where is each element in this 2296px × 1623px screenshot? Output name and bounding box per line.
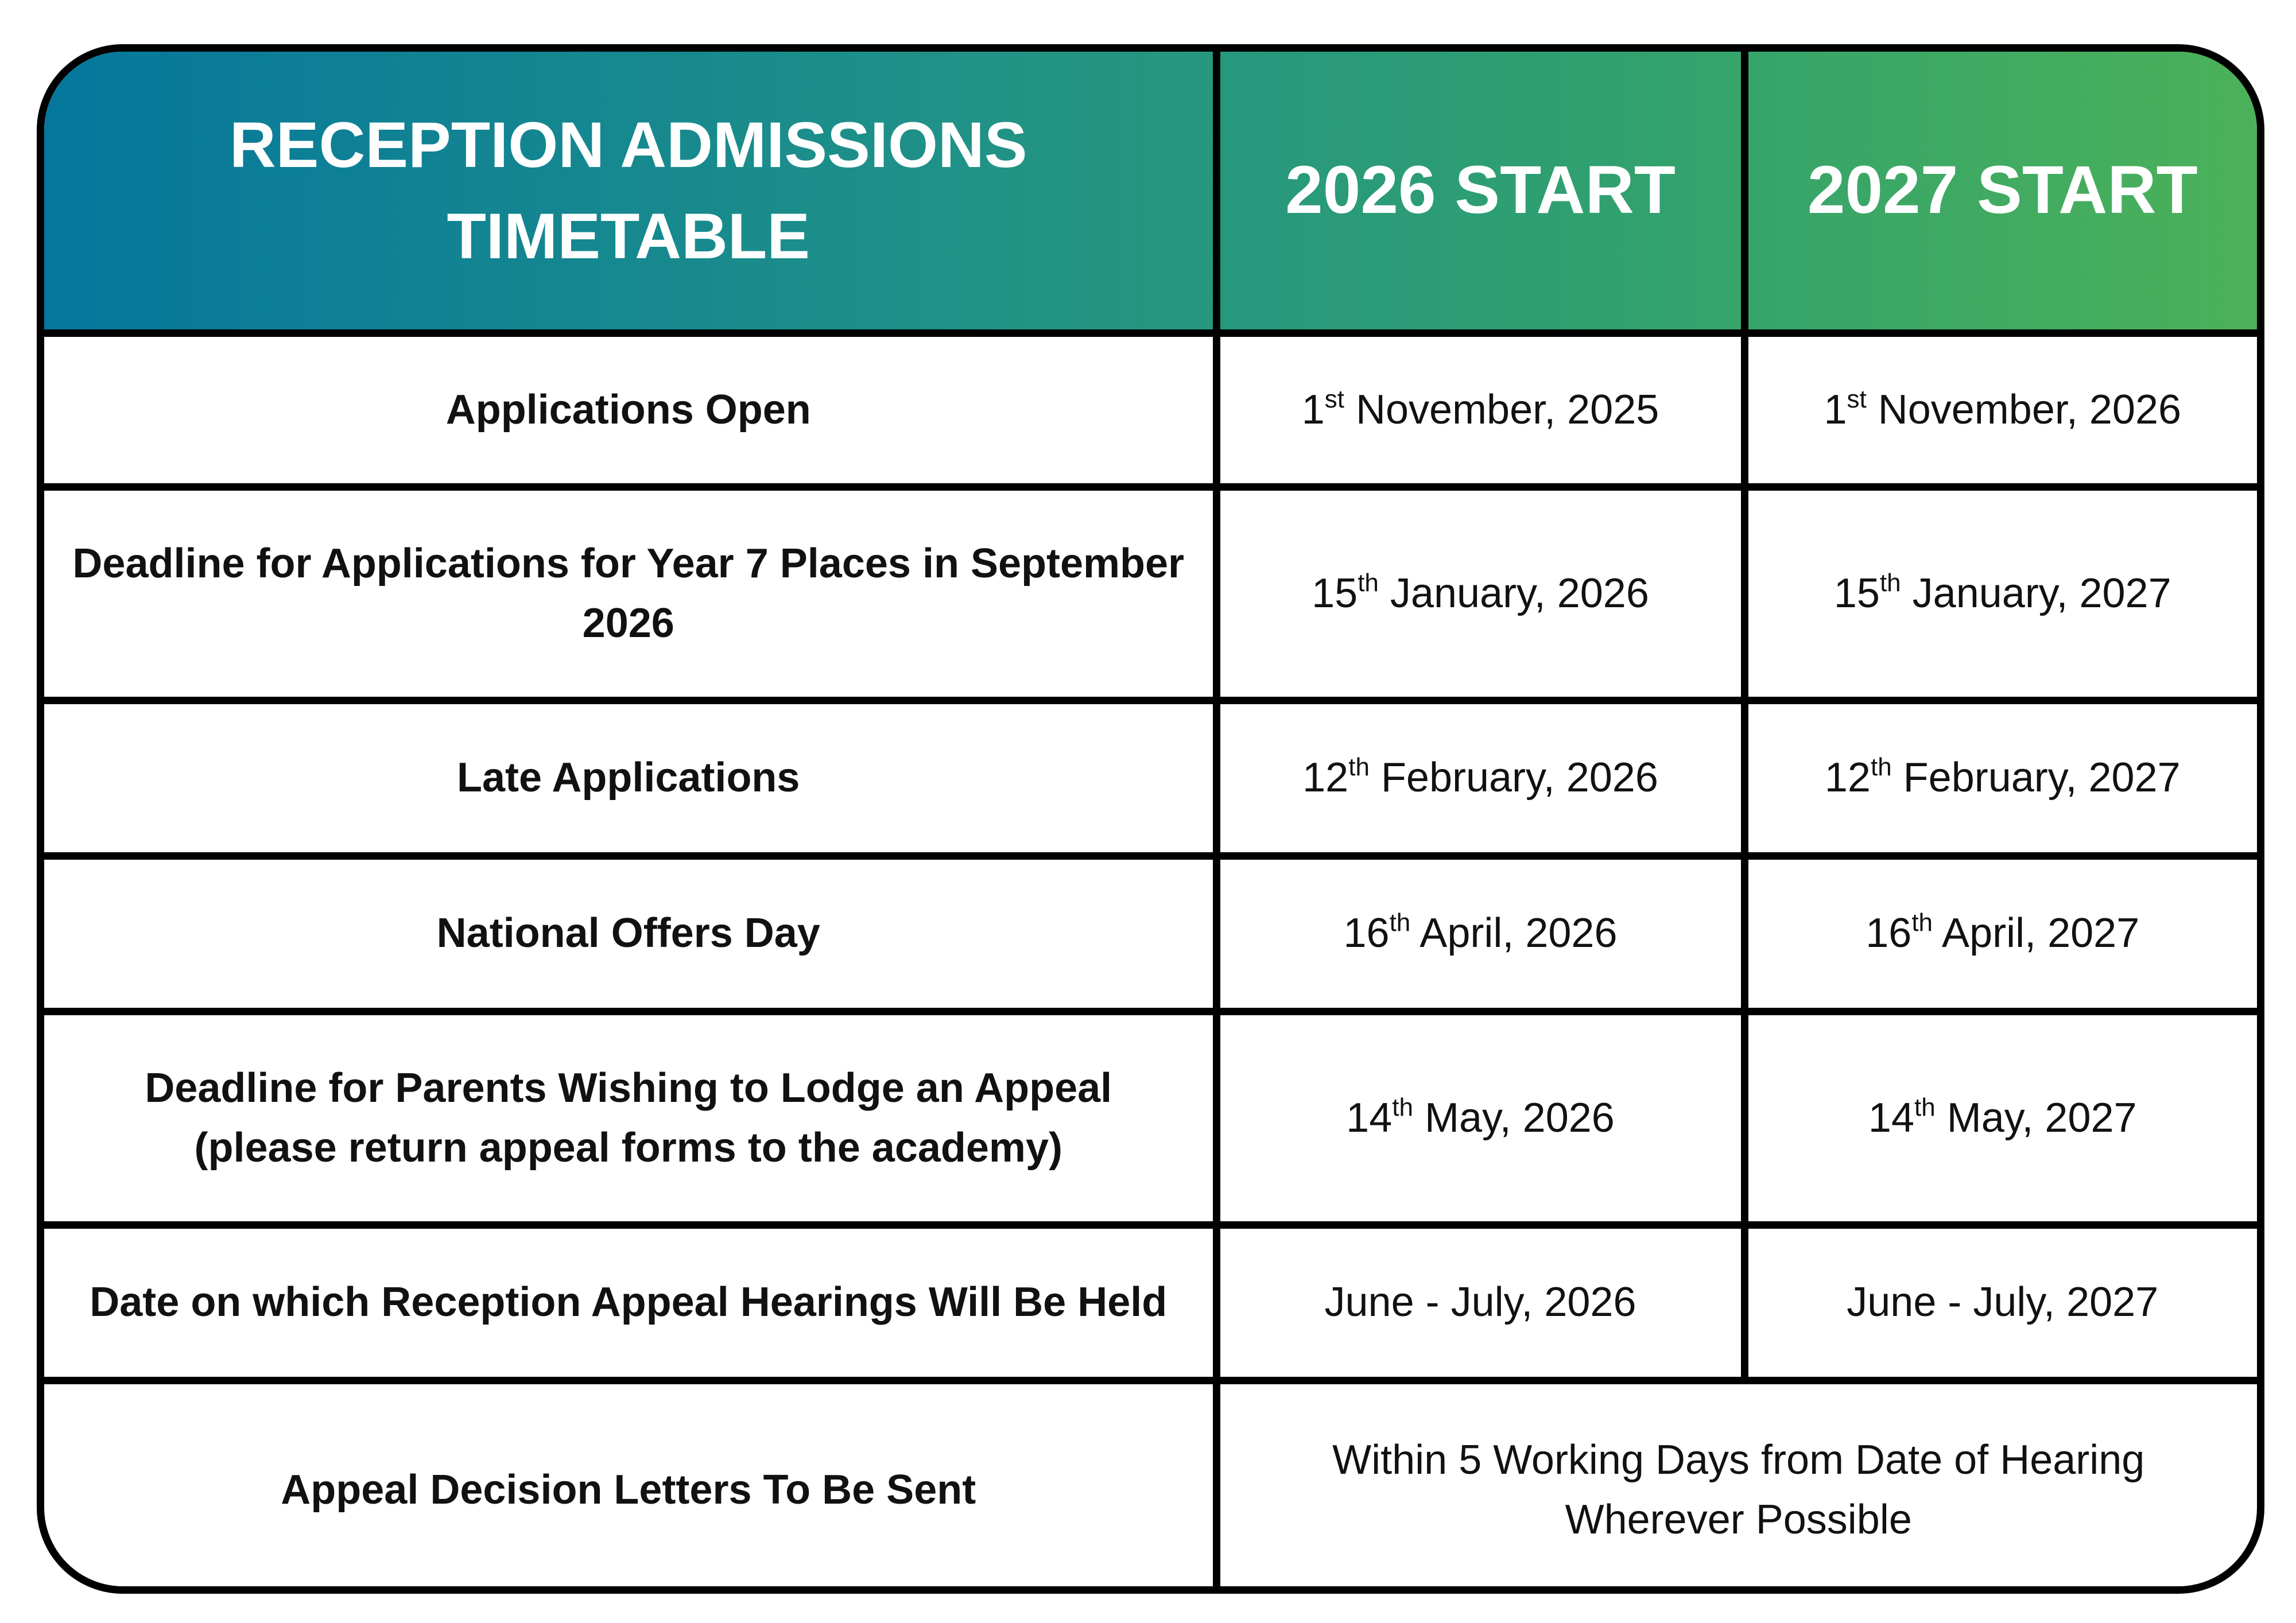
date-2026: 15th January, 2026	[1216, 487, 1744, 700]
date-2027: 12th February, 2027	[1744, 700, 2257, 856]
date-2027: 1st November, 2026	[1744, 333, 2257, 487]
date-2026: 1st November, 2025	[1216, 333, 1744, 487]
table-row	[44, 333, 2257, 487]
table-row	[44, 1225, 2257, 1380]
table-title-line1: RECEPTION ADMISSIONS	[229, 108, 1027, 181]
row-label: Date on which Reception Appeal Hearings Will Be Held	[44, 1225, 1216, 1380]
merged-value: Within 5 Working Days from Date of Hearing Wherever Possible	[1216, 1380, 2257, 1594]
date-2026: June - July, 2026	[1216, 1225, 1744, 1380]
date-2027: June - July, 2027	[1744, 1225, 2257, 1380]
table-title	[44, 52, 1216, 333]
timetable-table	[44, 52, 2257, 1594]
row-label: Deadline for Applications for Year 7 Places in September 2026	[44, 487, 1216, 700]
row-label: National Offers Day	[44, 856, 1216, 1011]
date-2027: 14th May, 2027	[1744, 1011, 2257, 1225]
column-header-2027: 2027 START	[1744, 52, 2257, 333]
row-label: Late Applications	[44, 700, 1216, 856]
date-2027: 16th April, 2027	[1744, 856, 2257, 1011]
date-2026: 12th February, 2026	[1216, 700, 1744, 856]
table-row	[44, 1380, 2257, 1594]
table-row	[44, 700, 2257, 856]
date-2026: 14th May, 2026	[1216, 1011, 1744, 1225]
table-row	[44, 856, 2257, 1011]
admissions-timetable	[37, 44, 2264, 1594]
table-row	[44, 1011, 2257, 1225]
table-header-row	[44, 52, 2257, 333]
table-row	[44, 487, 2257, 700]
row-label: Appeal Decision Letters To Be Sent	[44, 1380, 1216, 1594]
column-header-2026: 2026 START	[1216, 52, 1744, 333]
date-2026: 16th April, 2026	[1216, 856, 1744, 1011]
table-title-line2: TIMETABLE	[447, 200, 810, 272]
row-label: Deadline for Parents Wishing to Lodge an Appeal (please return appeal forms to the academy)	[44, 1011, 1216, 1225]
date-2027: 15th January, 2027	[1744, 487, 2257, 700]
row-label: Applications Open	[44, 333, 1216, 487]
